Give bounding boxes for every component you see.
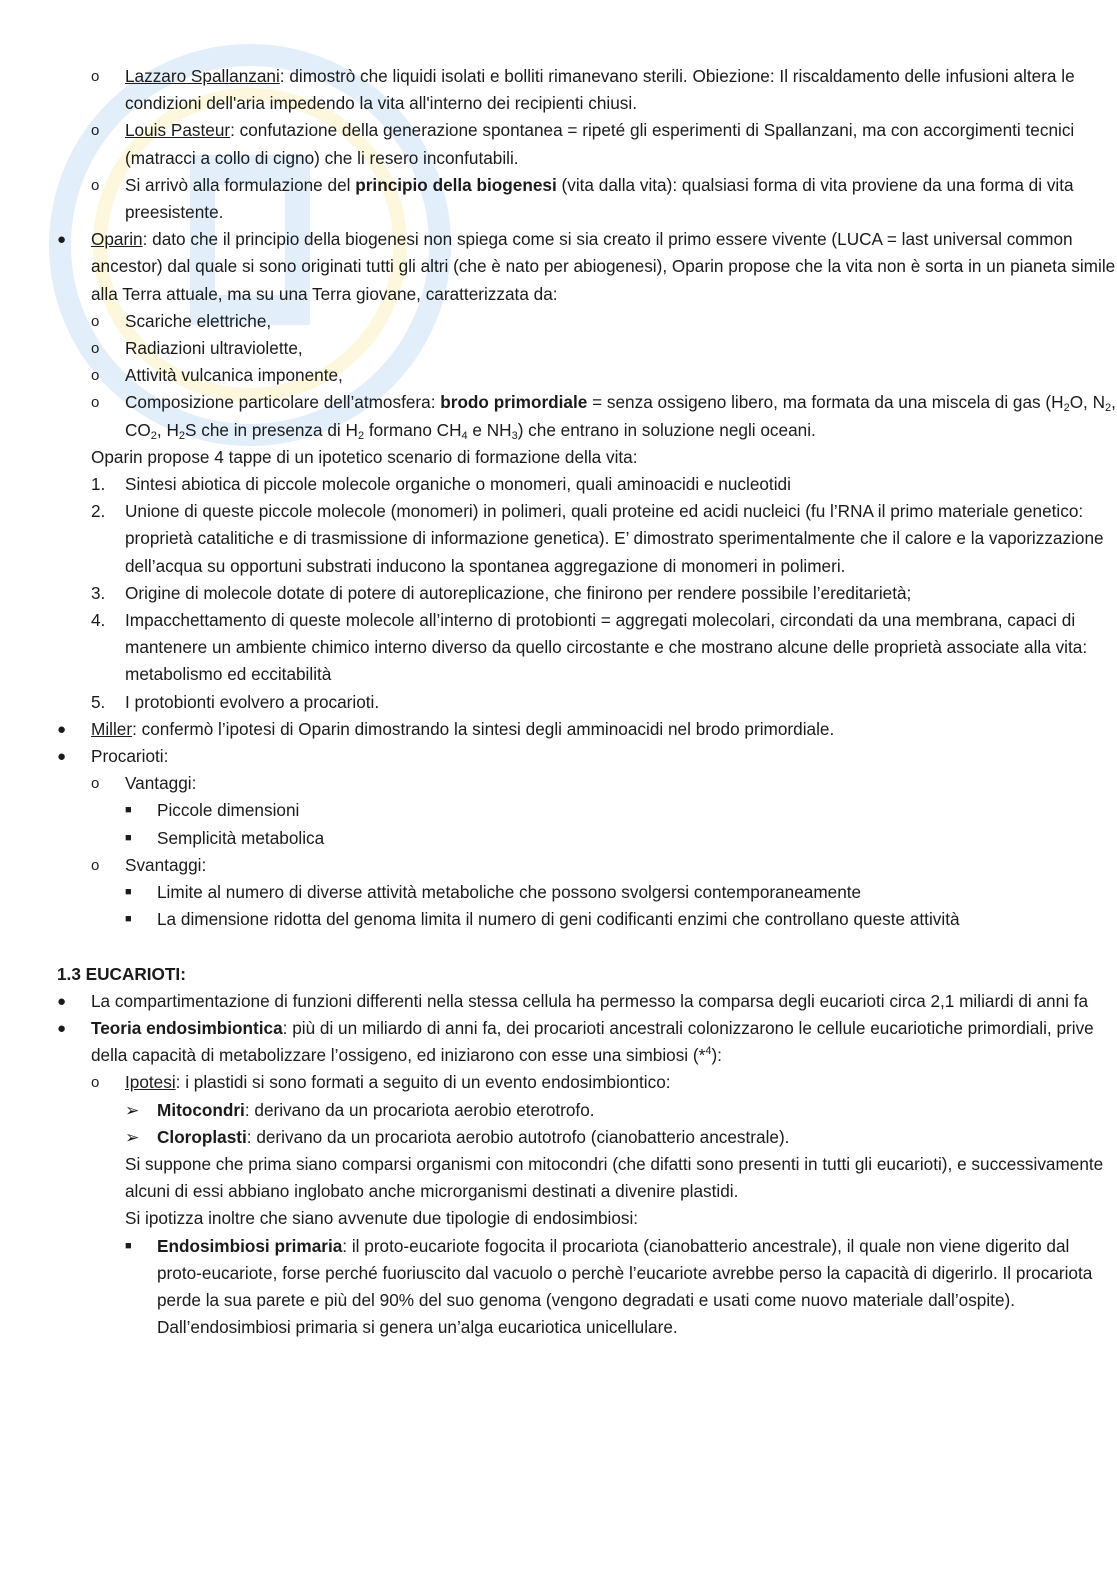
circle-bullet-icon: o: [91, 775, 100, 793]
list-item-vantaggi: o Vantaggi:: [0, 770, 1117, 797]
square-bullet-icon: ■: [125, 1239, 132, 1252]
list-item-miller: ● Miller: confermò l’ipotesi di Oparin dimostrando la sintesi degli amminoacidi nel brodo primordiale.: [0, 716, 1117, 743]
square-bullet-icon: ■: [125, 886, 132, 899]
square-bullet-icon: ■: [125, 804, 132, 817]
list-item-atmosfera: o Composizione particolare dell’atmosfera: brodo primordiale = senza ossigeno libero, ma formata da una miscela di gas ($H_2O$, $N_2$, $CO_2$, $H_2S$ che in presenza di $H_2$ formano $CH_4$ e $NH_3$) che entrano in soluzione negli oceani.: [0, 389, 1117, 443]
list-item: ■ Piccole dimensioni: [0, 797, 1117, 824]
list-item-biogenesi: o Si arrivò alla formulazione del principio della biogenesi (vita dalla vita): qualsiasi forma di vita proviene da una forma di vita preesistente.: [0, 172, 1117, 226]
spacer: [0, 934, 1117, 961]
list-item: ■ La dimensione ridotta del genoma limita il numero di geni codificanti enzimi che controllano queste attività: [0, 906, 1117, 933]
paragraph-ipotizza: Si ipotizza inoltre che siano avvenute due tipologie di endosimbiosi:: [125, 1208, 639, 1229]
list-item-mitocondri: ➢ Mitocondri: derivano da un procariota aerobio eterotrofo.: [0, 1097, 1117, 1124]
list-item-condition: o Attività vulcanica imponente,: [0, 362, 1117, 389]
list-item-pasteur: o Louis Pasteur: confutazione della generazione spontanea = ripeté gli esperimenti di Spallanzani, ma con accorgimenti tecnici (matracci a collo di cigno) che li resero inconfutabili.: [0, 117, 1117, 171]
circle-bullet-icon: o: [91, 856, 100, 874]
square-bullet-icon: ■: [125, 831, 132, 844]
list-item-compartimentazione: ● La compartimentazione di funzioni differenti nella stessa cellula ha permesso la comparsa degli eucarioti circa 2,1 miliardi di anni fa: [0, 988, 1117, 1015]
list-item-procarioti: ● Procarioti:: [0, 743, 1117, 770]
square-bullet-icon: ■: [125, 913, 132, 926]
stages-intro: Oparin propose 4 tappe di un ipotetico scenario di formazione della vita:: [91, 446, 638, 467]
bullet-icon: ●: [57, 231, 67, 249]
bullet-icon: ●: [57, 992, 67, 1010]
arrow-bullet-icon: ➢: [125, 1126, 140, 1147]
list-item-oparin: ● Oparin: dato che il principio della biogenesi non spiega come si sia creato il primo essere vivente (LUCA = last universal common ancestor) dal quale si sono originati tutti gli altri (che è nato per abiogenesi), Oparin propose che la vita non è sorta in un pianeta simile alla Terra attuale, ma su una Terra giovane, caratterizzata da:: [0, 226, 1117, 308]
numbered-item: 1. Sintesi abiotica di piccole molecole organiche o monomeri, quali aminoacidi e nucleotidi: [91, 474, 791, 495]
list-item-ipotesi: o Ipotesi: i plastidi si sono formati a seguito di un evento endosimbiontico:: [0, 1069, 1117, 1096]
circle-bullet-icon: o: [91, 394, 100, 412]
section-heading: 1.3 EUCARIOTI:: [57, 963, 186, 984]
circle-bullet-icon: o: [91, 68, 100, 85]
circle-bullet-icon: o: [91, 1074, 100, 1092]
list-item-spallanzani: o Lazzaro Spallanzani: dimostrò che liquidi isolati e bolliti rimanevano sterili. Obiezione: Il riscaldamento delle infusioni altera le condizioni dell'aria impedendo la vita all'interno dei recipienti chiusi.: [0, 63, 1117, 117]
document-page: [0, 63, 1117, 1341]
list-item: ■ Semplicità metabolica: [0, 825, 1117, 852]
bullet-icon: ●: [57, 1019, 67, 1037]
circle-bullet-icon: o: [91, 176, 100, 194]
list-item-teoria-endosimbiontica: ● Teoria endosimbiontica: più di un miliardo di anni fa, dei procarioti ancestrali colonizzarono le cellule eucariotiche primordiali, prive della capacità di metabolizzare l’ossigeno, ed iniziarono con esse una simbiosi (*$^4$):: [0, 1015, 1117, 1069]
arrow-bullet-icon: ➢: [125, 1099, 140, 1120]
list-item-condition: o Scariche elettriche,: [0, 308, 1117, 335]
circle-bullet-icon: o: [91, 312, 100, 330]
list-item: ■ Limite al numero di diverse attività metaboliche che possono svolgersi contemporaneamente: [0, 879, 1117, 906]
circle-bullet-icon: o: [91, 367, 100, 385]
circle-bullet-icon: o: [91, 122, 100, 140]
list-item-endosimbiosi-primaria: ■ Endosimbiosi primaria: il proto-eucariote fogocita il procariota (cianobatterio ancestrale), il quale non viene digerito dal proto-eucariote, forse perché fuoriuscito dal vacuolo o perchè l’eucariote avrebbe perso la capacità di digerirlo. Il procariota perde la sua parete e più del 90% del suo genoma (vengono degradati e usati come nuovo materiale dall’ospite). Dall’endosimbiosi primaria si genera un’alga eucariotica unicellulare.: [0, 1233, 1117, 1342]
circle-bullet-icon: o: [91, 340, 100, 358]
list-item-condition: o Radiazioni ultraviolette,: [0, 335, 1117, 362]
numbered-item: 2. Unione di queste piccole molecole (monomeri) in polimeri, quali proteine ed acidi nucleici (fu l’RNA il primo materiale genetico: proprietà catalitiche e di trasmissione di informazione genetica). E’ dimostrato sperimentalmente che il calore e la vaporizzazione dell’acqua su opportuni substrati inducono la spontanea aggregazione di monomeri in polimeri.: [91, 501, 1104, 576]
numbered-item: 3. Origine di molecole dotate di potere di autoreplicazione, che finirono per rendere possibile l’ereditarietà;: [91, 582, 912, 603]
paragraph-suppone: Si suppone che prima siano comparsi organismi con mitocondri (che difatti sono presenti in tutti gli eucarioti), e successivamente alcuni di essi abbiano inglobato anche microrganismi destinati a divenire plastidi.: [125, 1153, 1104, 1202]
numbered-item: 5. I protobionti evolvero a procarioti.: [91, 691, 380, 712]
bullet-icon: ●: [57, 748, 67, 766]
numbered-item: 4. Impacchettamento di queste molecole all’interno di protobionti = aggregati molecolari, circondati da una membrana, capaci di mantenere un ambiente chimico interno diverso da quello circostante e che mostrano alcune delle proprietà associate alla vita: metabolismo ed eccitabilità: [91, 610, 1088, 685]
list-item-svantaggi: o Svantaggi:: [0, 852, 1117, 879]
list-item-cloroplasti: ➢ Cloroplasti: derivano da un procariota aerobio autotrofo (cianobatterio ancestrale).: [0, 1124, 1117, 1151]
bullet-icon: ●: [57, 720, 67, 738]
